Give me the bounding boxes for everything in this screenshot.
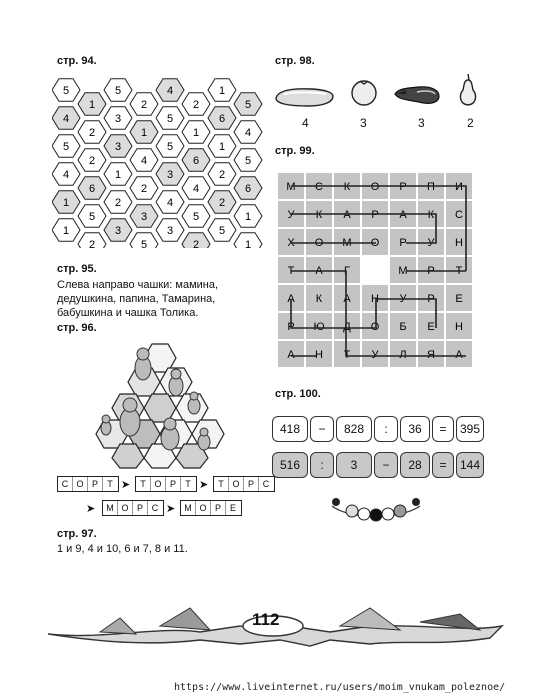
section-100-title: стр. 100.: [275, 388, 321, 400]
maze-letter: О: [370, 321, 380, 333]
maze-letter: К: [315, 293, 323, 305]
letter-cell: О: [196, 501, 211, 515]
word-box: [135, 476, 197, 492]
maze-letter: П: [427, 181, 435, 193]
maze-letter: У: [371, 349, 379, 361]
maze-letter: Л: [399, 349, 407, 361]
maze-letter: Т: [455, 265, 463, 277]
hex-number: 2: [218, 197, 226, 209]
maze-letter: У: [399, 293, 407, 305]
letter-cell: С: [151, 503, 159, 513]
hex-number: 5: [62, 141, 70, 153]
maze-letter: Я: [427, 349, 435, 361]
hex-number: 4: [192, 183, 200, 195]
maze-letter: А: [343, 209, 351, 221]
maze-letter: Г: [344, 265, 350, 277]
nesting-doll-hex-puzzle: [92, 338, 232, 470]
letter-cell: М: [181, 501, 196, 515]
letter-cell: О: [229, 477, 244, 491]
section-95-title: стр. 95.: [57, 263, 97, 275]
maze-letter: Р: [287, 321, 295, 333]
hex-number: 1: [218, 141, 226, 153]
maze-letter: А: [399, 209, 407, 221]
letter-cell: О: [151, 477, 166, 491]
arrow-right-icon: ➤: [199, 479, 209, 491]
hex-number: 4: [140, 155, 148, 167]
letter-cell: Т: [136, 477, 151, 491]
maze-letter: Ю: [313, 321, 325, 333]
letter-cell: Р: [88, 477, 103, 491]
number-box: 418: [272, 416, 308, 442]
hex-number: 1: [244, 239, 252, 248]
maze-letter: Д: [343, 321, 351, 333]
maze-letter: К: [315, 209, 323, 221]
maze-letter: С: [315, 181, 323, 193]
number-box: 828: [336, 416, 372, 442]
hex-number: 2: [114, 197, 122, 209]
maze-letter: А: [343, 293, 351, 305]
hex-number: 2: [140, 183, 148, 195]
maze-letter: М: [342, 237, 352, 249]
number-box: 28: [400, 452, 430, 478]
letter-cell: [361, 256, 389, 284]
maze-letter: У: [427, 237, 435, 249]
maze-letter: Р: [427, 293, 435, 305]
letter-cell: О: [118, 501, 133, 515]
maze-letter: Н: [455, 321, 463, 333]
maze-letter: Н: [315, 349, 323, 361]
hex-number: 1: [114, 169, 122, 181]
number-box: 36: [400, 416, 430, 442]
vegetable-count: 3: [360, 116, 367, 130]
hex-number: 3: [166, 225, 174, 237]
vegetable-count: 3: [418, 116, 425, 130]
hex-number: 4: [62, 113, 70, 125]
hex-number: 1: [88, 99, 96, 111]
hex-number: 5: [244, 99, 252, 111]
word-chain-row-1: [57, 476, 270, 492]
section-96-title: стр. 96.: [57, 322, 97, 334]
page-number: 112: [252, 610, 280, 629]
hex-number: 1: [218, 85, 226, 97]
hex-number: 1: [244, 211, 252, 223]
maze-letter: А: [455, 349, 463, 361]
arrow-right-icon: ➤: [121, 479, 131, 491]
maze-letter: Т: [343, 349, 351, 361]
maze-letter: Н: [371, 293, 379, 305]
hex-number: 4: [166, 197, 174, 209]
hex-number: 2: [192, 239, 200, 248]
eggplant-icon: [393, 80, 441, 108]
maze-letter: К: [343, 181, 351, 193]
maze-letter: Р: [427, 265, 435, 277]
section-97-text: 1 и 9, 4 и 10, 6 и 7, 8 и 11.: [57, 543, 188, 555]
maze-letter: Б: [399, 321, 407, 333]
maze-letter: И: [455, 181, 463, 193]
hexagon-number-grid: [52, 76, 267, 248]
word-box: [180, 500, 242, 516]
maze-letter: Т: [287, 265, 295, 277]
hex-number: 4: [62, 169, 70, 181]
hex-number: 3: [114, 113, 122, 125]
hex-number: 6: [192, 155, 200, 167]
maze-letter: О: [370, 181, 380, 193]
letter-cell: С: [262, 479, 270, 489]
maze-letter: М: [286, 181, 296, 193]
vegetable-count: 2: [467, 116, 474, 130]
hex-number: 5: [218, 225, 226, 237]
text-line: дедушкина, папина, Тамарина,: [57, 293, 216, 305]
word-box: [57, 476, 119, 492]
hex-number: 3: [114, 225, 122, 237]
operator-box: :: [310, 452, 334, 478]
letter-cell: Р: [211, 501, 226, 515]
number-box: 395: [456, 416, 484, 442]
letter-cell: С: [58, 477, 73, 491]
letter-cell: Т: [214, 477, 229, 491]
operator-box: :: [374, 416, 398, 442]
maze-letter: К: [427, 209, 435, 221]
hex-number: 2: [88, 127, 96, 139]
maze-letter: Р: [399, 181, 407, 193]
pear-icon: [456, 72, 480, 108]
maze-letter: М: [398, 265, 408, 277]
text-line: бабушкина и чашка Толика.: [57, 307, 199, 319]
word-box: [102, 500, 164, 516]
maze-letter: У: [287, 209, 295, 221]
equation-row-2: [272, 452, 482, 478]
hex-number: 5: [114, 85, 122, 97]
hex-number: 6: [218, 113, 226, 125]
maze-letter: Р: [399, 237, 407, 249]
operator-box: =: [432, 416, 454, 442]
letter-cell: Е: [229, 503, 236, 513]
hex-number: 1: [62, 197, 70, 209]
hex-number: 2: [88, 239, 96, 248]
arrow-right-icon: ➤: [86, 503, 96, 515]
maze-letter: А: [287, 349, 295, 361]
hex-number: 2: [140, 99, 148, 111]
section-94-title: стр. 94.: [57, 55, 97, 67]
vegetable-count: 4: [302, 116, 309, 130]
letter-cell: Р: [166, 477, 181, 491]
hex-number: 3: [114, 141, 122, 153]
maze-letter: А: [315, 265, 323, 277]
maze-letter: Н: [455, 237, 463, 249]
hex-number: 2: [218, 169, 226, 181]
source-url: https://www.liveinternet.ru/users/moim_vnukam_poleznoe/: [174, 682, 506, 693]
hex-number: 6: [244, 183, 252, 195]
hex-number: 5: [88, 211, 96, 223]
number-box: 516: [272, 452, 308, 478]
operator-box: −: [310, 416, 334, 442]
hex-number: 5: [140, 239, 148, 248]
word-chain-row-2: [72, 500, 242, 516]
word-box: [213, 476, 275, 492]
letter-cell: Т: [185, 479, 191, 489]
text-line: Слева направо чашки: мамина,: [57, 279, 219, 291]
maze-letter: О: [314, 237, 324, 249]
hex-number: 5: [244, 155, 252, 167]
hex-number: 2: [88, 155, 96, 167]
hex-number: 4: [166, 85, 174, 97]
section-99-title: стр. 99.: [275, 145, 315, 157]
maze-letter: О: [370, 237, 380, 249]
hex-number: 1: [192, 127, 200, 139]
section-95-text: [57, 278, 267, 320]
hex-number: 1: [62, 225, 70, 237]
equation-row-1: [272, 416, 482, 442]
tomato-icon: [349, 76, 379, 106]
bead-string-icon: [330, 494, 422, 524]
hex-number: 5: [166, 113, 174, 125]
number-box: 3: [336, 452, 372, 478]
maze-letter: Е: [455, 293, 463, 305]
hex-number: 5: [192, 211, 200, 223]
maze-letter: Р: [371, 209, 379, 221]
maze-letter: Е: [427, 321, 435, 333]
letter-cell: О: [73, 477, 88, 491]
letter-cell: Р: [244, 477, 259, 491]
letter-cell: М: [103, 501, 118, 515]
letter-cell: Т: [107, 479, 113, 489]
arrow-right-icon: ➤: [166, 503, 176, 515]
hex-number: 4: [244, 127, 252, 139]
hex-number: 3: [140, 211, 148, 223]
maze-letter: А: [287, 293, 295, 305]
maze-letter: Х: [287, 237, 295, 249]
hex-number: 3: [166, 169, 174, 181]
cucumber-icon: [272, 84, 336, 110]
number-box: 144: [456, 452, 484, 478]
hex-number: 5: [62, 85, 70, 97]
hex-number: 6: [88, 183, 96, 195]
hex-number: 5: [166, 141, 174, 153]
letter-maze-grid: [276, 171, 478, 373]
letter-cell: Р: [133, 501, 148, 515]
maze-letter: С: [455, 209, 463, 221]
hex-number: 2: [192, 99, 200, 111]
operator-box: =: [432, 452, 454, 478]
section-97-title: стр. 97.: [57, 528, 97, 540]
section-98-title: стр. 98.: [275, 55, 315, 67]
operator-box: −: [374, 452, 398, 478]
hex-number: 1: [140, 127, 148, 139]
